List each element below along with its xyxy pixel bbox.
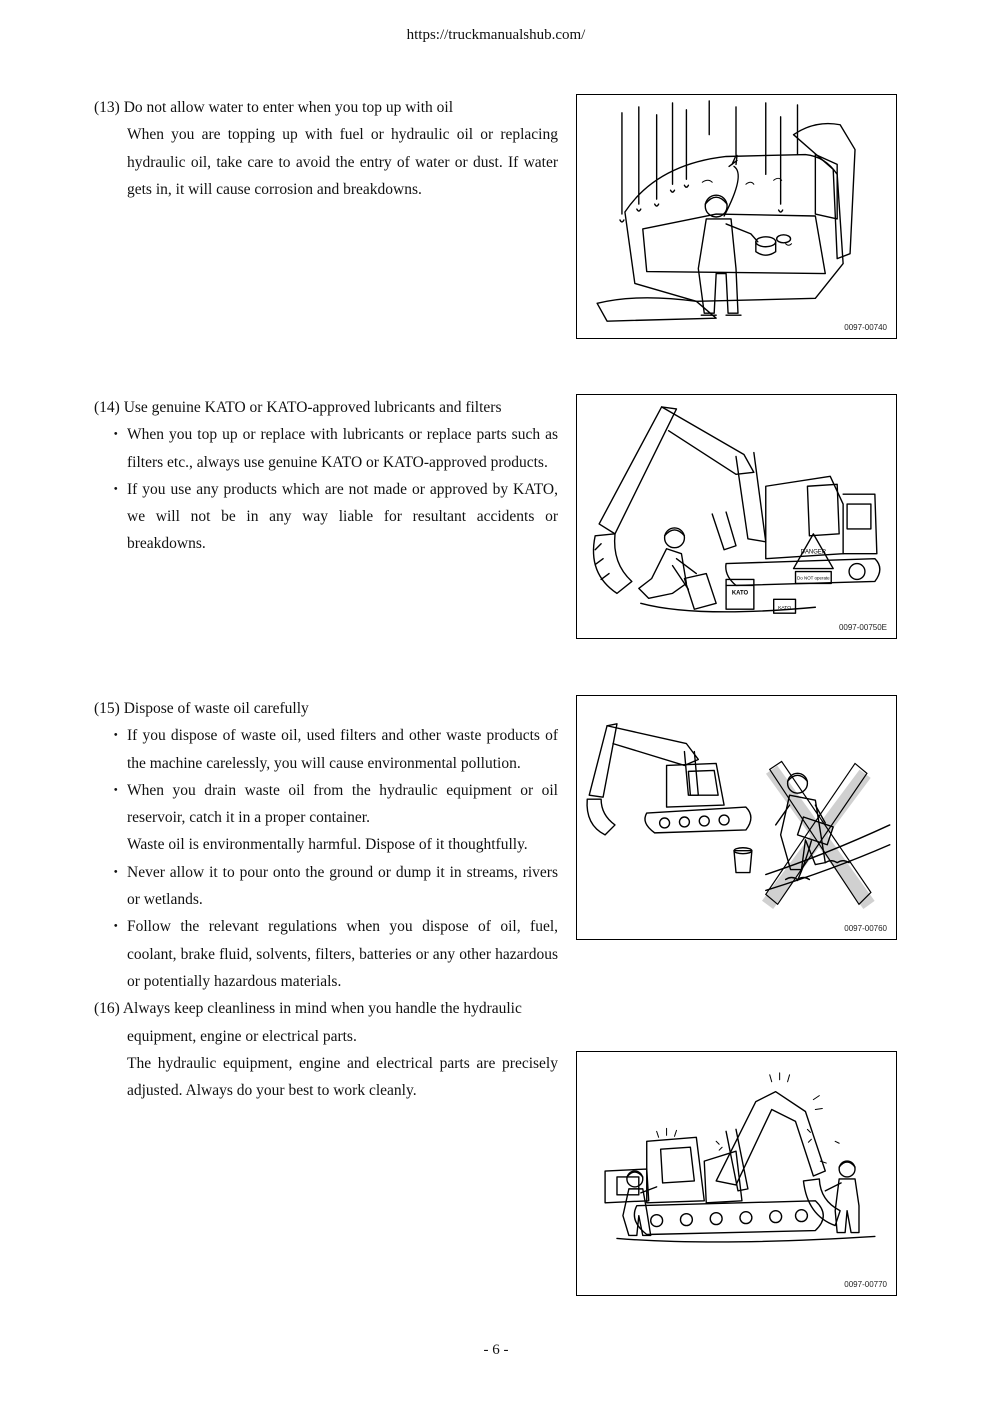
kato-box-label: KATO (778, 606, 792, 612)
topping-up-illustration (577, 95, 896, 338)
bullet-dot: ・ (108, 727, 124, 745)
figure-waste-oil (576, 695, 897, 940)
danger-label: DANGER (800, 549, 827, 556)
waste-oil-illustration (577, 696, 896, 939)
figure-code: 0097-00770 (844, 1280, 887, 1289)
list-item-text: If you dispose of waste oil, used filters and other waste products of the machine carelessly, you will cause environmental pollution. (127, 727, 558, 772)
section-paragraph: When you are topping up with fuel or hydraulic oil or replacing hydraulic oil, take care to avoid the entry of water or dust. If water gets in, it will cause corrosion and breakdowns. (127, 126, 558, 198)
section-15 (94, 695, 558, 1104)
list-item-text: When you drain waste oil from the hydraulic equipment or oil reservoir, catch it in a proper container. (127, 781, 558, 827)
bullet-dot: ・ (108, 426, 124, 444)
list-item (94, 722, 558, 777)
list-item-text: If you use any products which are not made or approved by KATO, we will not be in any way liable for resultant accidents or breakdowns. (127, 480, 558, 553)
list-item (94, 476, 558, 558)
section-paragraph: equipment, engine or electrical parts. (127, 1027, 357, 1045)
list-item (94, 421, 558, 476)
section-heading: (13) Do not allow water to enter when you top up with oil (94, 99, 454, 116)
kato-can-label: KATO (731, 590, 749, 597)
genuine-products-illustration (577, 395, 896, 638)
bullet-dot: ・ (108, 480, 124, 498)
list-item-text: When you top up or replace with lubricants or replace parts such as filters etc., always use genuine KATO or KATO-approved products. (127, 426, 558, 471)
section-heading: (14) Use genuine KATO or KATO-approved lubricants and filters (94, 399, 502, 416)
figure-code: 0097-00760 (844, 924, 887, 933)
list-item-text: Follow the relevant regulations when you dispose of oil, fuel, coolant, brake fluid, solvents, filters, batteries or any other hazardous or potentially hazardous materials. (127, 918, 558, 990)
list-item (94, 859, 558, 914)
figure-code: 0097-00740 (844, 323, 887, 332)
header-url: https://truckmanualshub.com/ (406, 27, 586, 43)
bullet-dot: ・ (108, 918, 124, 936)
section-13 (94, 94, 558, 203)
section-14 (94, 394, 558, 558)
section-heading: (15) Dispose of waste oil carefully (94, 700, 309, 717)
list-item (94, 777, 558, 832)
bullet-dot: ・ (108, 863, 124, 881)
figure-genuine-lubricants (576, 394, 897, 639)
page-number: - 6 - (483, 1342, 509, 1358)
list-item (94, 913, 558, 995)
figure-code: 0097-00750E (838, 623, 887, 632)
do-not-operate-label: Do NOT operate (797, 575, 830, 581)
list-item-text: Never allow it to pour onto the ground or dump it in streams, rivers or wetlands. (127, 863, 558, 909)
section-paragraph: Waste oil is environmentally harmful. Dispose of it thoughtfully. (127, 836, 528, 854)
section-paragraph: The hydraulic equipment, engine and electrical parts are precisely adjusted. Always do your best to work cleanly. (127, 1054, 558, 1100)
bullet-dot: ・ (108, 781, 124, 799)
figure-topping-up-oil (576, 94, 897, 339)
section-heading: (16) Always keep cleanliness in mind when you handle the hydraulic (94, 1000, 522, 1018)
figure-cleanliness (576, 1051, 897, 1296)
cleanliness-illustration (577, 1052, 896, 1295)
